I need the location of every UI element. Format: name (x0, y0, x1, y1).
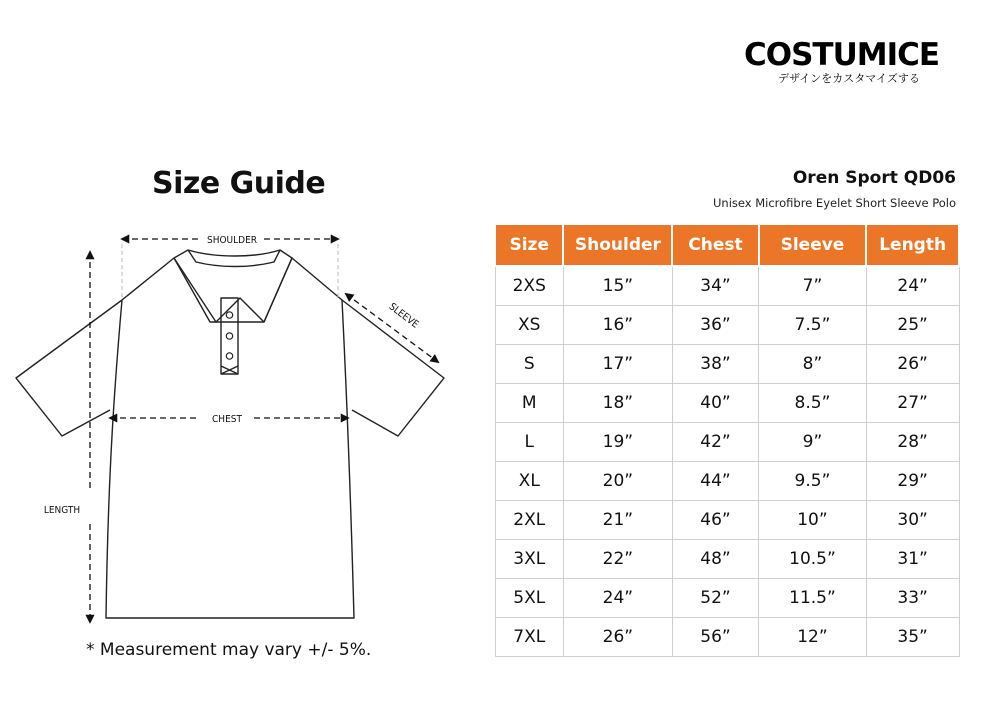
cell-length: 26” (866, 345, 959, 384)
cell-length: 28” (866, 423, 959, 462)
shoulder-label: SHOULDER (206, 235, 258, 246)
cell-length: 24” (866, 266, 959, 306)
cell-shoulder: 19” (563, 423, 672, 462)
cell-shoulder: 18” (563, 384, 672, 423)
cell-chest: 46” (672, 501, 758, 540)
cell-sleeve: 12” (759, 618, 867, 657)
shirt-left-sleeve (16, 300, 122, 436)
cell-sleeve: 8.5” (759, 384, 867, 423)
cell-shoulder: 16” (563, 306, 672, 345)
table-row (495, 345, 959, 384)
cell-size: S (495, 345, 563, 384)
sleeve-label: SLEEVE (386, 301, 421, 331)
table-row (495, 501, 959, 540)
cell-length: 35” (866, 618, 959, 657)
button-icon (226, 333, 232, 339)
cell-length: 30” (866, 501, 959, 540)
cell-sleeve: 11.5” (759, 579, 867, 618)
table-row (495, 266, 959, 306)
cell-sleeve: 7” (759, 266, 867, 306)
cell-sleeve: 9.5” (759, 462, 867, 501)
cell-shoulder: 21” (563, 501, 672, 540)
length-label: LENGTH (43, 505, 81, 516)
cell-sleeve: 8” (759, 345, 867, 384)
cell-sleeve: 10” (759, 501, 867, 540)
cell-sleeve: 10.5” (759, 540, 867, 579)
cell-length: 25” (866, 306, 959, 345)
table-row (495, 306, 959, 345)
size-guide-title: Size Guide (152, 166, 326, 201)
cell-chest: 38” (672, 345, 758, 384)
cell-chest: 42” (672, 423, 758, 462)
button-icon (226, 312, 232, 318)
cell-size: L (495, 423, 563, 462)
cell-size: 2XL (495, 501, 563, 540)
cell-length: 31” (866, 540, 959, 579)
cell-size: XS (495, 306, 563, 345)
table-row (495, 618, 959, 657)
table-row (495, 384, 959, 423)
cell-length: 29” (866, 462, 959, 501)
table-row (495, 462, 959, 501)
table-row (495, 540, 959, 579)
product-subtitle: Unisex Microfibre Eyelet Short Sleeve Polo (713, 196, 956, 210)
brand-name: COSTUMICE (744, 37, 940, 73)
cell-chest: 44” (672, 462, 758, 501)
cell-size: 3XL (495, 540, 563, 579)
measurement-note: * Measurement may vary +/- 5%. (86, 640, 372, 660)
cell-sleeve: 7.5” (759, 306, 867, 345)
cell-shoulder: 15” (563, 266, 672, 306)
header-size: Size (495, 224, 563, 266)
cell-size: 7XL (495, 618, 563, 657)
cell-chest: 48” (672, 540, 758, 579)
cell-chest: 34” (672, 266, 758, 306)
cell-size: 2XS (495, 266, 563, 306)
shirt-right-sleeve (342, 300, 444, 436)
brand-logo (744, 38, 944, 86)
cell-shoulder: 26” (563, 618, 672, 657)
cell-chest: 40” (672, 384, 758, 423)
cell-size: XL (495, 462, 563, 501)
brand-tagline: デザインをカスタマイズする (778, 72, 920, 85)
header-chest: Chest (672, 224, 758, 266)
cell-shoulder: 20” (563, 462, 672, 501)
polo-shirt-diagram (0, 220, 470, 630)
header-shoulder: Shoulder (563, 224, 672, 266)
cell-chest: 36” (672, 306, 758, 345)
button-icon (226, 353, 232, 359)
cell-shoulder: 22” (563, 540, 672, 579)
cell-shoulder: 17” (563, 345, 672, 384)
table-row (495, 579, 959, 618)
table-header-row (495, 224, 959, 266)
cell-size: M (495, 384, 563, 423)
cell-chest: 52” (672, 579, 758, 618)
cell-shoulder: 24” (563, 579, 672, 618)
header-length: Length (866, 224, 959, 266)
chest-label: CHEST (212, 414, 242, 425)
cell-sleeve: 9” (759, 423, 867, 462)
cell-size: 5XL (495, 579, 563, 618)
size-chart-table (494, 223, 960, 657)
cell-length: 33” (866, 579, 959, 618)
product-title: Oren Sport QD06 (792, 168, 956, 188)
header-sleeve: Sleeve (759, 224, 867, 266)
cell-length: 27” (866, 384, 959, 423)
cell-chest: 56” (672, 618, 758, 657)
table-row (495, 423, 959, 462)
